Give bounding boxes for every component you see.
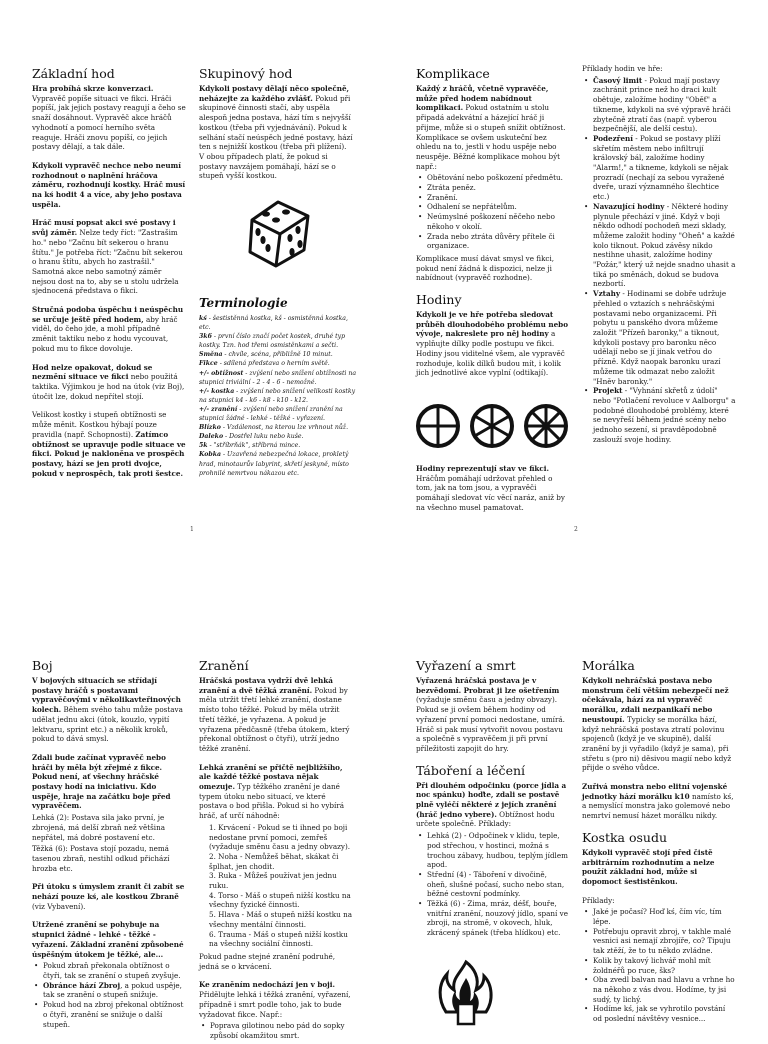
section-clock-examples (582, 64, 736, 447)
list-item: • Projekt - "Vyhnání skřetů z údolí" nebo "Potlačení revoluce v Aalborgu" a podobné dlouhodobé problémy, které se nevyřeší během jedné scény nebo jednoho sezení, si pravděpodobně zaslouží svoje hodiny. (582, 386, 736, 444)
list-item: • Jaké je počasí? Hoď kś, čím víc, tím lépe. (582, 907, 736, 926)
morale-paragraph: Zuřivá monstra nebo elitní vojenské jednotky hází morálku k10 namísto kś, a nemyslící monstra jako golemové nebo nemrtví nemusí házet morálku nikdy. (582, 782, 734, 821)
list-item: 3. Ruka - Můžeš používat jen jednu ruku. (209, 871, 337, 891)
clock-examples-list (582, 76, 736, 445)
page-bottom-right (384, 540, 768, 1024)
list-item: • Potřebuju opravit zbroj, v takhle malé vesnici asi nemají zbrojíře, co? Tipuju tak ztěží, že to tu někdo zvládne. (582, 927, 736, 956)
list-item: • Lehká (2) - Odpočinek v klidu, teple, pod střechou, v hostinci, možná s trochou zábavy, hudbou, teplým jídlem apod. (416, 831, 568, 870)
section-terminology (199, 296, 357, 478)
combat-paragraph: Utržené zranění se pohybuje na stupnici žádné - lehké - těžké - vyřazení. Základní zranění způsobené úspěšným útokem je těžké, ale... (32, 920, 184, 959)
complication-intro: Každý z hráčů, včetně vypravěče, může před hodem nabídnout komplikaci. Pokud ostatním u stolu připadá adekvátní a házející hráč ji přijme, může si o stupeň snížit obtížnost. Komplikace se ovšem uskuteční bez ohledu na to, jestli v hodu uspěje nebo neuspěje. Běžné komplikace mohou být např.: (416, 84, 566, 171)
list-item: • Střední (4) - Táboření v divočině, oheň, slušné počasí, sucho nebo stan, běžné cestovní podmínky. (416, 870, 568, 899)
section-injuries (199, 658, 353, 1044)
fate-paragraph: Kdykoli vypravěč stojí před čistě arbitrárním rozhodnutím a nelze použít základní hod, může si dopomoct šestistěnkou. (582, 847, 715, 886)
list-item: • Pokud hod na zbroj překonal obtížnost o čtyři, zranění se snižuje o další stupeň. (32, 1000, 186, 1029)
injuries-list-2 (199, 1021, 353, 1040)
list-item: • Těžká (6) - Zima, mráz, déšť, bouře, vnitřní zranění, nouzový jídlo, spaní ve zbroji, na stromě, v okovech, hluk, zkrácený spánek (třeba hlídkou) etc. (416, 899, 568, 938)
section-basic-roll (32, 66, 186, 487)
page-number: 1 (190, 526, 194, 533)
list-item: • Vztahy - Hodinami se dobře udržuje přehled o vztazích s nehráčskými postavami nebo organizacemi. Při pobytu u panského dvora můžeme založit "Přízeň baronky," a tiknout, kdykoli postavy pro baronku něco udělají nebo se jí jinak vetřou do přízně. Když naopak baronku urazí můžeme tik odmazat nebo založit "Hněv baronky." (582, 289, 736, 386)
group-roll-paragraph: Kdykoli postavy dělají něco společně, neházejte za každého zvlášť. Pokud při skupinové činnosti stačí, aby uspěla alespoň jedna postava, hází tím s nejvyšší kostkou (třeba při vyjednávání). Pokud k selhání stačí neúspěch jedné postavy, hází ten s nejnižší kostkou (třeba při plížení). V obou případech platí, že pokud si postavy navzájem pomáhají, hází se o stupeň vyšší kostkou. (199, 84, 353, 181)
terminology-item: 5k - "stříbrňák", stříbrná mince. (199, 442, 301, 450)
combat-title: Boj (32, 658, 53, 673)
injuries-title: Zranění (199, 658, 249, 673)
terminology-list (199, 314, 357, 478)
fate-list (582, 907, 736, 1023)
camp-paragraph: Při dlouhém odpočinku (porce jídla a noc spánku) hoďte, zdali se postavě plně vyléčí některé z jejích zranění (hráč jedno vybere). Obtížnost hodu určete společně. Příklady: (416, 780, 567, 829)
injuries-outro: Pokud padne stejné zranění podruhé, jedná se o krvácení. (199, 951, 335, 971)
camp-title: Táboření a léčení (416, 762, 526, 778)
injuries-paragraph: Hráčská postava vydrží dvě lehká zranění a dvě těžká zranění. Pokud by měla utržit třetí lehké zranění, dostane místo toho těžké. Pokud by měla utržit třetí těžké, je vyřazena. A pokud je vyřazena předčasně (třeba útokem, který překonal obtížnost o čtyři), utrží jedno těžké zranění. (199, 676, 350, 753)
combat-paragraph: Těžká (6): Postava stojí pozadu, nemá tasenou zbraň, nestihl odkud přichází hrozba etc. (32, 844, 170, 873)
fate-intro: Příklady: (582, 895, 615, 905)
knockout-title: Vyřazení a smrt (416, 658, 516, 673)
list-item: 1. Krvácení - Pokud se ti ihned po boji nedostane první pomoci, zemřeš (vyžaduje směnu času a jedny obvazy). (209, 822, 351, 852)
list-item: • Ztráta peněz. (416, 183, 568, 193)
list-item: 6. Trauma - Máš o stupeň nižší kostku na všechny sociální činnosti. (209, 929, 348, 949)
clock-examples-intro: Příklady hodin ve hře: (582, 64, 663, 73)
list-item: • Oba zvedl balvan nad hlavu a vrhne ho na někoho z vás dvou. Hodíme, ty jsi sudý, ty lichý. (582, 975, 736, 1004)
list-item: • Pokud zbraň překonala obtížnost o čtyři, tak se zranění o stupeň zvyšuje. (32, 961, 186, 980)
campfire-illustration (430, 960, 502, 1024)
list-item: 5. Hlava - Máš o stupeň nižší kostku na všechny mentální činnosti. (209, 910, 352, 929)
list-item: • Hodíme kś, jak se vyhrotilo povstání od poslední návštěvy vesnice... (582, 1004, 736, 1023)
terminology-item: Fikce - sdílená představa o herním světě. (199, 360, 330, 368)
list-item: • Poprava gilotinou nebo pád do sopky způsobí okamžitou smrt. (199, 1021, 353, 1040)
injuries-list (199, 823, 353, 949)
list-item: • Obránce hází Zbroj, a pokud uspěje, tak se zranění o stupeň snižuje. (32, 981, 186, 1000)
combat-paragraph: Při útoku s úmyslem zranit či zabít se nehází pouze kś, ale kostkou Zbraně (viz Vybavení). (32, 882, 185, 911)
clock-wheel-icon (418, 406, 458, 446)
combat-paragraph: Lehká (2): Postava sila jako první, je zbrojená, má delší zbraň než většina nepřátel, má dobré postavení etc. (32, 813, 166, 842)
section-knockout (416, 658, 568, 941)
complication-title: Komplikace (416, 66, 490, 81)
list-item: • Podezření - Pokud se postavy plíží skřetím městem nebo infiltrují královský bál, založíme hodiny "Alarm!," a tikneme, kdykoli se nějak prozradí (nechají za sebou vyražené dveře, urazí významného šlechtice etc.) (582, 134, 736, 202)
section-clocks-outro (416, 464, 568, 522)
morale-paragraph: Kdykoli nehráčská postava nebo monstrum čelí větším nebezpečí než očekávala, hází za ni vypravěč morálku, zdali nezpanikaří nebo neustoupí. Typicky se morálka hází, když nehráčská postava ztratí polovinu spojenců (když je ve skupině), další zranění by ji vyřadilo (když je sama), při střetu s (pro ni) děsivou magií nebo když přijde o svého vůdce. (582, 676, 732, 773)
terminology-item: Kobka - Uzavřená nebezpečná lokace, prokletý hrad, minotaurův labyrint, skřetí jeskyně, místo prohnilé nemrtvou nákazou etc. (199, 451, 349, 477)
list-item: • Odhalení se nepřátelům. (416, 202, 568, 212)
die-icon (236, 190, 320, 274)
terminology-item: +/- obtížnost - zvýšení nebo snížení obtížnosti na stupnici triviální - 2 - 4 - 6 - nemožné. (199, 369, 357, 386)
terminology-item: +/- kostka - zvýšení nebo snížení velikosti kostky na stupnici k4 - k6 - k8 - k10 - k12. (199, 387, 356, 404)
section-morale (582, 658, 736, 1027)
terminology-item: Směna - chvíle, scéna, přibližně 10 minut. (199, 351, 333, 359)
basic-roll-paragraph: Hod nelze opakovat, dokud se nezmění situace ve fikci nebo použitá taktika. Výjimkou je hod na útok (viz Boj), útočit lze, dokud nepřítel stojí. (32, 362, 185, 401)
section-complication (416, 66, 568, 387)
list-item: • Obětování nebo poškození předmětu. (416, 173, 568, 183)
basic-roll-paragraph: Hra probíhá skrze konverzaci. Vypravěč popíše situaci ve fikci. Hráči popíší, jak jejich postavy reagují a čeho se snaží dosáhnout. Vypravěč akce hráčů vyhodnotí a pomocí herního světa reaguje. Hráči znovu popíší, co jejich postavy dělají, a tak dále. (32, 84, 186, 152)
list-item: • Navazující hodiny - Některé hodiny plynule přechází v jiné. Když v boji někdo odhodí pochodeň mezi sklady, můžeme založit hodiny "Oheň" a každé kolo tiknout. Pokud závěsy nikdo nestihne uhasit, založíme hodiny "Požár," který už nejde snadno uhasit a tiká po směnách, dokud se budova nezbortí. (582, 202, 736, 289)
combat-paragraph: V bojových situacích se střídají postavy hráčů s postavami vypravěčovými v několikavteřinových kolech. Během svého tahu může postava udělat jednu akci (útok, kouzlo, vypití lektvaru, sprint etc.) a několik kroků, pokud to dává smysl. (32, 676, 183, 744)
knockout-paragraph: Vyřazená hráčská postava je v bezvědomí. Probrat ji lze ošetřením (vyžaduje směnu času a jedny obvazy). Pokud se ji ovšem během hodiny od vyřazení první pomoci nedostane, umírá. Hráč si pak musí vytvořit novou postavu a společně s vypravěčem ji při první příležitosti zapojit do hry. (416, 676, 565, 753)
page-top-right (384, 0, 768, 540)
clock-wheel-icon (526, 406, 566, 446)
page-number: 2 (574, 526, 578, 533)
complication-list (416, 173, 568, 251)
group-roll-title: Skupinový hod (199, 66, 293, 81)
basic-roll-paragraph: Stručná podoba úspěchu i neúspěchu se určuje ještě před hodem, aby hráč viděl, do čeho jde, a mohl případně změnit taktiku nebo z hodu vycouvat, pokud mu to fikce dovoluje. (32, 305, 184, 353)
terminology-item: Daleko - Dostřel luku nebo kuše. (199, 433, 304, 441)
list-item: • Neúmyslné poškození něčeho nebo někoho v okolí. (416, 212, 568, 231)
clock-wheels-illustration (414, 402, 570, 450)
clocks-intro: Kdykoli je ve hře potřeba sledovat průběh dlouhodobého problému nebo vývoje, nakreslete pro něj hodiny a vyplňujte dílky podle postupu ve fikci. Hodiny jsou viditelné všem, ale vypravěč rozhoduje, kolik dílků budou mít, i kolik jich jednotlivé akce vyplní (odtikají). (416, 310, 568, 378)
basic-roll-title: Základní hod (32, 66, 115, 81)
combat-list (32, 961, 186, 1029)
camp-list (416, 831, 568, 938)
terminology-item: Blízko - Vzdálenost, na kterou lze vrhnout nůž. (199, 424, 349, 432)
list-item: 2. Noha - Nemůžeš běhat, skákat či šplhat, jen chodit. (209, 851, 339, 871)
list-item: • Časový limit - Pokud mají postavy zachránit prince než ho draci kult obětuje, založíme hodiny "Oběť" a tikneme, kdykoli na své výpravě hráči zbytečně ztratí čas (např. vyberou bezpečnější, ale delší cestu). (582, 76, 736, 134)
terminology-title: Terminologie (199, 296, 288, 310)
list-item: • Zrada nebo ztráta důvěry přítele či organizace. (416, 232, 568, 251)
clocks-title: Hodiny (416, 292, 462, 308)
terminology-item: kś - šestistěnná kostka, kš - osmistěnná kostka, etc. (199, 315, 348, 332)
section-combat (32, 658, 186, 1032)
list-item: • Kolik by takový lichvář mohl mít žoldnéřů po ruce, šks? (582, 956, 736, 975)
list-item: • Zranění. (416, 193, 568, 203)
terminology-item: +/- zranění - zvýšení nebo snížení zranění na stupnici žádné - lehké - těžké - vyřazení. (199, 405, 343, 423)
basic-roll-paragraph: Velikost kostky i stupeň obtížnosti se může měnit. Kostkou hýbají pouze pravidla (např. Schopnosti). Zatímco obtížnost se upravuje podle situace ve fikci. Pokud je nakloněna ve prospěch postavy, hází se jen proti dvojce, pokud v neprospěch, tak proti šestce. (32, 410, 186, 478)
page-bottom-left (0, 540, 384, 1040)
section-group-roll (199, 66, 353, 190)
clocks-outro: Hodiny reprezentují stav ve fikci. Hráčům pomáhají udržovat přehled o tom, jak na tom jsou, a vypravěči pomáhají sledovat víc věcí naráz, aniž by na všechno musel pamatovat. (416, 464, 565, 512)
clock-wheel-icon (472, 406, 512, 446)
injuries-paragraph: Lehká zranění se přičtě nejbližšího, ale každé těžké postava nějak omezuje. Typ těžkého zranění je dané typem útoku nebo situací, ve které postava o bod přišla. Pokud si ho vybírá hráč, ať určí náhodně: (199, 762, 345, 821)
list-item: 4. Torso - Máš o stupeň nižší kostku na všechny fyzické činnosti. (209, 890, 351, 910)
basic-roll-paragraph: Kdykoli vypravěč nechce nebo neumí rozhodnout o naplnění hráčova záměru, rozhodnují kostky. Hráč musí na kś hodit 4 a více, aby jeho postava uspěla. (32, 160, 186, 209)
page-top-left (0, 0, 384, 540)
terminology-item: 3k6 - první číslo značí počet kostek, druhé typ kostky. Tzn. hod třemi osmistěnkami a sečti. (199, 333, 346, 350)
combat-paragraph: Zdali bude začínat vypravěč nebo hráči by měla být zřejmé z fikce. Pokud není, ať všechny hráčské postavy hodí na iniciativu. Kdo uspěje, hraje na začátku boje před vypravěčem. (32, 752, 171, 811)
basic-roll-paragraph: Hráč musí popsat akci své postavy i svůj záměr. Nelze tedy říct: "Zastrašim ho." nebo "Začnu bít sekerou o hranu štítu." Je potřeba říct: "Začnu bít sekerou o hranu štítu, abych ho zastrašil." Samotná akce nebo samotný záměr nejsou dost na to, aby se u stolu udržela sjednocená představa o fikci. (32, 218, 183, 296)
morale-title: Morálka (582, 658, 635, 673)
fate-die-title: Kostka osudu (582, 829, 668, 845)
injuries-paragraph: Ke zraněním nedochází jen v boji. Přidělujte lehká i těžká zranění, vyřazení, případně i smrt podle toho, jak to bude vyžadovat fikce. Např.: (199, 980, 351, 1019)
complication-outro: Komplikace musí dávat smysl ve fikci, pokud není žádná k dispozici, nelze ji nabídnout (vypravěč rozhodne). (416, 253, 555, 283)
